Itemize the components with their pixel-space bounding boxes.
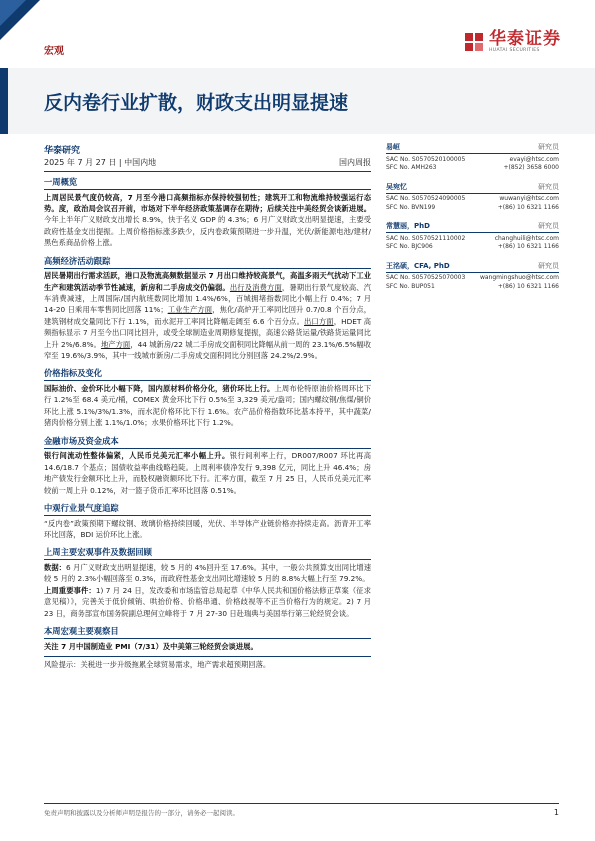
footer-rule	[44, 803, 559, 804]
meta-rule	[44, 171, 371, 172]
analyst-email[interactable]: evayi@htsc.com	[509, 155, 559, 163]
analyst-sac: SAC No. S0570520100005	[386, 155, 466, 163]
activity-text-export: ，HDET 高频指标显示 7 月至今出口同比回升，或受全球制造业周期修复提振，高速公路货运量/铁路货运量同比上升 2%/6.8%。	[44, 316, 372, 349]
section-paragraph	[44, 450, 371, 496]
events-lead-major: 上周重要事件：	[44, 585, 96, 595]
section-paragraph: “反内卷”政策预期下螺纹钢、玻璃价格持续回暖，光伏、半导体产业链价格亦持续走高。沥青开工率环比回落，BDI 运价环比上涨。	[44, 518, 371, 539]
analyst-sac: SAC No. S0570521110002	[386, 234, 466, 242]
activity-bold: 居民暑期出行需求活跃，港口及物流高频数据显示 7 月出口维持较高景气，高温多雨天气扰动下工业生产和建筑活动季节性减速，新房和二手房成交仍偏弱。	[44, 271, 371, 292]
analyst-phone: +(86) 10 6321 1166	[497, 243, 559, 251]
section-heading: 一周概览	[44, 177, 78, 187]
report-type: 国内周报	[339, 158, 371, 167]
section-paragraph	[44, 270, 371, 361]
analyst-sfc: SFC No. AMH263	[386, 164, 437, 172]
analyst-email[interactable]: wangmingshuo@htsc.com	[479, 274, 559, 282]
section-paragraph	[44, 192, 371, 249]
section-heading: 价格指标及变化	[44, 368, 103, 379]
events-lead-data: 数据：	[44, 562, 66, 572]
section-paragraph	[44, 585, 371, 619]
section-paragraph	[44, 641, 371, 652]
research-org: 华泰研究	[44, 146, 81, 156]
analyst-role: 研究员	[538, 182, 559, 191]
analyst-sidebar	[386, 143, 559, 301]
section-paragraph	[44, 383, 371, 429]
huatai-logo-icon	[463, 31, 485, 53]
price-text: 上周布伦特原油价格周环比下行 1.2%至 68.4 美元/桶，COMEX 黄金环比下行 0.5%至 3,329 美元/盎司；国内螺纹钢/焦煤/铜价环比上涨 5.1%/3%/1.3%，而水泥价格环比下行 1.6%。农产品价格指数环比基本持平，其中蔬菜/猪肉价格分别上涨 1.1%/1.0%；水果价格环比下行 1.2%。	[44, 384, 371, 428]
analyst-sfc: SFC No. BUP051	[386, 282, 435, 290]
analyst-role: 研究员	[538, 222, 559, 231]
logo-cn: 华泰证券	[489, 29, 561, 49]
analyst-role: 研究员	[538, 261, 559, 270]
analyst-email[interactable]: changhuili@htsc.com	[494, 234, 559, 242]
analyst-card	[386, 183, 559, 213]
activity-lead-industry: 工业生产方面	[167, 305, 213, 315]
finance-bold: 银行间流动性整体偏紧，人民币兑美元汇率小幅上升。	[44, 451, 230, 461]
date-region: 2025 年 7 月 27 日 | 中国内地	[44, 158, 157, 167]
section-heading: 高频经济活动跟踪	[44, 255, 111, 266]
analyst-sfc: SFC No. BVN199	[386, 203, 436, 211]
outlook-bold: 关注 7 月中国制造业 PMI（7/31）及中美第三轮经贸会谈进展。	[44, 641, 258, 651]
section-rule	[44, 656, 371, 657]
activity-text-property: ，44 城新房/22 城二手房成交面积同比降幅从前一周的 23.1%/6.5%幅收窄至 19.6%/3.9%，其中一线城市新房/二手房成交面积同比分别回落 24.2%/2.9%。	[44, 339, 371, 361]
analyst-phone: +(852) 3658 6000	[503, 164, 559, 172]
section-rule	[44, 268, 371, 269]
activity-lead-property: 地产方面	[100, 339, 131, 349]
analyst-name: 易峘	[386, 143, 400, 151]
activity-lead-travel: 出行及消费方面	[229, 282, 282, 292]
section-paragraph	[44, 562, 371, 585]
page-number: 1	[553, 808, 559, 817]
section-rule	[44, 448, 371, 449]
analyst-card	[386, 143, 559, 173]
section-rule	[44, 638, 371, 639]
logo-en: HUATAI SECURITIES	[489, 48, 540, 53]
analyst-sfc: SFC No. BJC906	[386, 243, 433, 251]
section-rule	[44, 380, 371, 381]
analyst-card	[386, 222, 559, 252]
section-heading: 上周主要宏观事件及数据回顾	[44, 547, 152, 558]
analyst-name: 常慧丽，PhD	[386, 222, 430, 231]
events-text-major: 1) 7 月 24 日，发改委和市场监管总局起草《中华人民共和国价格法修正草案（征求意见稿）》，完善关于低价倾销、哄抬价格、价格串通、价格歧视等不正当价格行为的规定。2) 7 月 23 日，商务部宣布国务院副总理何立峰将于 7 月 27-30 日赴瑞典与美国举行第三轮经贸会谈。	[44, 585, 372, 618]
summary-bold-2: 度，政治局会议召开前，市场对下半年经济政策基调存在期待；后续关注中美经贸会谈新进展。	[58, 204, 372, 213]
activity-lead-export: 出口方面	[304, 316, 334, 326]
analyst-name: 王洺硕，CFA, PhD	[386, 261, 450, 270]
activity-text-travel: ，暑期出行景气度较高、汽车消费减速，上周国际/国内航班数同比增加 1.4%/6%，百城拥堵指数同比小幅上行 0.4%；7 月 14-20 日乘用车零售同比回落 11%；	[44, 282, 372, 315]
analyst-email[interactable]: wuwanyi@htsc.com	[499, 195, 559, 203]
corner-decoration	[0, 0, 40, 40]
section-tag: 宏观	[44, 46, 64, 57]
analyst-role: 研究员	[538, 143, 559, 151]
risk-note: 风险提示：关税进一步升级拖累全球贸易需求，地产需求超预期回落。	[44, 659, 271, 669]
analyst-phone: +(86) 10 6321 1166	[497, 203, 559, 211]
meta-line	[44, 157, 371, 168]
brand-logo	[463, 30, 561, 53]
title-accent	[0, 68, 8, 134]
analyst-card	[386, 262, 559, 292]
report-body	[44, 177, 371, 670]
section-rule	[44, 559, 371, 560]
analyst-sac: SAC No. S0570524090005	[386, 195, 466, 203]
summary-text: 今年上半年广义财政支出增长 8.9%，快于名义 GDP 的 4.3%；6 月广义财政支出明显提速，主要受政府性基金支出提振。上周价格指标涨多跌少，反内卷政策预期进一步升温，光伏/新能源电池/建材/黑色系商品价格上涨。	[44, 215, 371, 248]
section-rule	[44, 515, 371, 516]
footer-disclaimer: 免责声明和披露以及分析师声明是报告的一部分，请务必一起阅读。	[44, 809, 239, 817]
finance-text: 银行间利率上行，DR007/R007 环比再高 14.6/18.7 个基点；国债收益率曲线略趋陡。上周利率债净发行 9,398 亿元，同比上升 46.4%；房地产债发行金额环比上升，而股权融资额环比下行。汇率方面，截至 7 月 25 日，人民币兑美元汇率较前一周上升 0.12%，对一篮子货币汇率环比回落 0.51%。	[44, 451, 371, 495]
summary-bold: 上周居民景气度仍较高，7 月至今港口高频指标亦保持较强韧性；建筑开工和物流维持较强运行态势。	[44, 192, 371, 213]
analyst-sac: SAC No. S0570525070003	[386, 274, 466, 282]
section-rule	[44, 189, 371, 190]
events-text-data: 6 月广义财政支出明显提速，较 5 月的 4%回升至 17.6%。其中，一般公共预算支出同比增速较 5 月的 2.3%小幅回落至 0.3%，而政府性基金支出同比增速较 5 月的 8.8%大幅上行至 79.2%。	[44, 562, 372, 584]
price-bold: 国际油价、金价环比小幅下降，国内原材料价格分化，猪价环比上行。	[44, 384, 275, 394]
page-title: 反内卷行业扩散，财政支出明显提速	[44, 92, 349, 114]
section-heading: 中观行业景气度追踪	[44, 502, 119, 513]
analyst-name: 吴宛忆	[386, 182, 407, 191]
analyst-phone: +(86) 10 6321 1166	[497, 282, 559, 290]
activity-text-industry: ，焦化/高炉开工率同比回升 0.7/0.8 个百分点，建筑钢材成交量同比下行 1.1%，而水泥开工率同比降幅走阔至 6.6 个百分点。	[44, 305, 372, 326]
section-heading: 本周宏观主要观察目	[44, 625, 119, 636]
section-heading: 金融市场及资金成本	[44, 435, 119, 446]
